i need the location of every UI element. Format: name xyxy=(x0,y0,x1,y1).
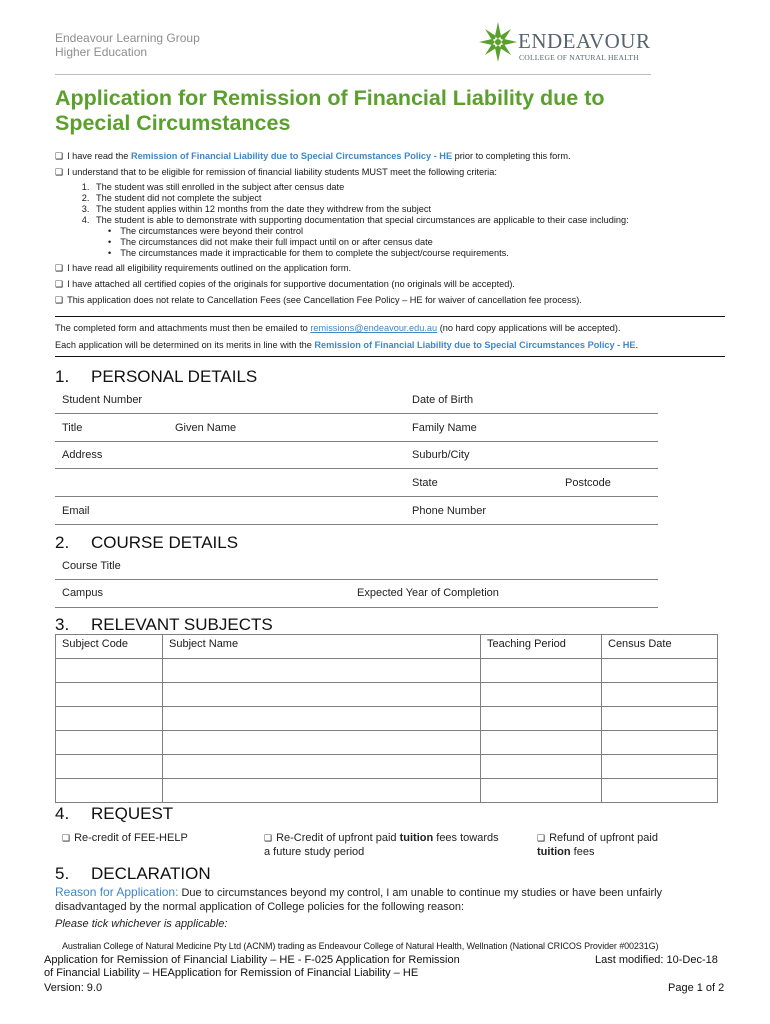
note-line-1 xyxy=(55,323,725,334)
divider xyxy=(55,496,658,497)
reason-text: Due to circumstances beyond my control, I am unable to continue my studies or have been unfairly disadvantaged by the normal application of College policies for the following reason: xyxy=(55,887,663,913)
footer-doc-title xyxy=(44,954,514,980)
table-cell[interactable] xyxy=(163,683,481,707)
section-number: 5. xyxy=(55,864,70,883)
footer-doc-line: of Financial Liability – HEApplication for Remission of Financial Liability – HE xyxy=(44,967,419,979)
table-cell[interactable] xyxy=(602,707,718,731)
checklist-text: prior to completing this form. xyxy=(452,151,571,161)
section-number: 1. xyxy=(55,367,70,386)
table-cell[interactable] xyxy=(56,755,163,779)
sub-criteria-item: • The circumstances were beyond their control xyxy=(116,226,735,237)
table-cell[interactable] xyxy=(56,659,163,683)
table-cell[interactable] xyxy=(481,779,602,803)
option-label: Re-Credit of upfront paid xyxy=(276,832,400,844)
checkbox-icon[interactable]: ❑ xyxy=(55,296,64,306)
checkbox-icon[interactable]: ❑ xyxy=(55,280,64,290)
table-cell[interactable] xyxy=(602,731,718,755)
criteria-item: 2. The student did not complete the subject xyxy=(92,193,735,204)
section-title: RELEVANT SUBJECTS xyxy=(91,615,273,634)
table-cell[interactable] xyxy=(56,779,163,803)
table-cell[interactable] xyxy=(163,707,481,731)
table-cell[interactable] xyxy=(163,731,481,755)
checklist-text: I have attached all certified copies of the originals for supportive documentation (no originals will be accepted). xyxy=(67,279,515,289)
logo-wordmark: ENDEAVOUR xyxy=(518,29,651,53)
table-cell[interactable] xyxy=(163,755,481,779)
divider xyxy=(55,524,658,525)
divider xyxy=(55,441,658,442)
header-divider xyxy=(55,74,651,75)
table-row xyxy=(56,707,718,731)
section-title: COURSE DETAILS xyxy=(91,533,239,552)
page-title: Application for Remission of Financial Liability due to Special Circumstances xyxy=(55,86,605,135)
given-name-field[interactable]: Given Name xyxy=(175,422,237,434)
org-line-1: Endeavour Learning Group xyxy=(55,31,200,45)
note-text: Each application will be determined on its merits in line with the xyxy=(55,340,315,350)
table-cell[interactable] xyxy=(481,731,602,755)
section-title: DECLARATION xyxy=(91,864,211,883)
section-number: 2. xyxy=(55,533,70,552)
table-cell[interactable] xyxy=(163,659,481,683)
option-label: fees towards xyxy=(433,832,499,844)
divider xyxy=(55,607,658,608)
phone-field[interactable]: Phone Number xyxy=(412,505,486,517)
option-label-bold: tuition xyxy=(537,846,571,858)
checklist-item-documents xyxy=(55,279,735,291)
org-line-2: Higher Education xyxy=(55,45,148,59)
note-line-2 xyxy=(55,340,725,351)
section-number: 4. xyxy=(55,804,70,823)
column-header: Subject Name xyxy=(163,635,481,659)
table-cell[interactable] xyxy=(56,683,163,707)
checkbox-icon[interactable]: ❑ xyxy=(55,264,64,274)
eligibility-checklist xyxy=(55,151,735,307)
option-label-bold: tuition xyxy=(399,832,434,844)
suburb-field[interactable]: Suburb/City xyxy=(412,449,470,461)
student-number-field[interactable]: Student Number xyxy=(62,394,143,406)
last-modified: Last modified: 10-Dec-18 xyxy=(595,954,718,966)
table-cell[interactable] xyxy=(163,779,481,803)
checkbox-icon[interactable]: ❑ xyxy=(62,834,71,844)
criteria-list xyxy=(55,182,735,259)
section-title: REQUEST xyxy=(91,804,174,823)
email-link[interactable]: remissions@endeavour.edu.au xyxy=(310,323,438,333)
checklist-item-policy xyxy=(55,151,735,163)
table-header-row xyxy=(56,635,718,659)
criteria-item: 1. The student was still enrolled in the subject after census date xyxy=(92,182,735,193)
checkbox-icon[interactable]: ❑ xyxy=(264,834,273,844)
option-label: a future study period xyxy=(264,846,365,858)
checklist-item-requirements xyxy=(55,263,735,275)
note-text: . xyxy=(635,340,639,350)
note-text: (no hard copy applications will be accepted). xyxy=(437,323,621,333)
college-logo xyxy=(478,20,658,64)
email-field[interactable]: Email xyxy=(62,505,90,517)
title-field[interactable]: Title xyxy=(62,422,83,434)
column-header: Teaching Period xyxy=(481,635,602,659)
option-label: Refund of upfront paid xyxy=(549,832,658,844)
section-3-heading xyxy=(55,615,273,635)
section-title: PERSONAL DETAILS xyxy=(91,367,258,386)
divider xyxy=(55,579,658,580)
version: Version: 9.0 xyxy=(44,982,103,994)
subjects-table xyxy=(55,634,718,803)
reason-paragraph xyxy=(55,885,725,914)
campus-field[interactable]: Campus xyxy=(62,587,103,599)
table-row xyxy=(56,683,718,707)
section-4-heading xyxy=(55,804,173,824)
section-5-heading xyxy=(55,864,211,884)
reason-label: Reason for Application: xyxy=(55,885,179,899)
policy-link[interactable]: Remission of Financial Liability due to Special Circumstances Policy - HE xyxy=(314,340,636,350)
table-cell[interactable] xyxy=(56,707,163,731)
table-cell[interactable] xyxy=(602,779,718,803)
logo-subtitle: COLLEGE OF NATURAL HEALTH xyxy=(519,53,639,62)
table-cell[interactable] xyxy=(602,755,718,779)
checklist-text: I have read all eligibility requirements outlined on the application form. xyxy=(67,263,352,273)
section-2-heading xyxy=(55,533,238,553)
criteria-text: The student is able to demonstrate with supporting documentation that special circumstances are applicable to their case including: xyxy=(96,215,629,225)
submission-note xyxy=(55,316,725,357)
criteria-item: 3. The student applies within 12 months from the date they withdrew from the subject xyxy=(92,204,735,215)
legal-notice: Australian College of Natural Medicine Pty Ltd (ACNM) trading as Endeavour College of Natural Health, Wellnation (National CRICOS Provider #00231G) xyxy=(62,941,659,951)
column-header: Census Date xyxy=(602,635,718,659)
request-option-refund[interactable] xyxy=(537,832,697,859)
sub-criteria-item: • The circumstances did not make their full impact until on or after census date xyxy=(116,237,735,248)
address-field[interactable]: Address xyxy=(62,449,103,461)
tick-instruction: Please tick whichever is applicable: xyxy=(55,918,228,930)
note-text: The completed form and attachments must then be emailed to xyxy=(55,323,311,333)
table-cell[interactable] xyxy=(602,659,718,683)
checkbox-icon[interactable]: ❑ xyxy=(537,834,546,844)
checklist-item-cancellation xyxy=(55,295,735,307)
table-cell[interactable] xyxy=(602,683,718,707)
postcode-field[interactable]: Postcode xyxy=(565,477,611,489)
course-title-field[interactable]: Course Title xyxy=(62,560,121,572)
policy-link[interactable]: Remission of Financial Liability due to Special Circumstances Policy - HE xyxy=(130,151,453,161)
state-field[interactable]: State xyxy=(412,477,438,489)
sub-criteria-item: • The circumstances made it impracticable for them to complete the subject/course requirements. xyxy=(116,248,735,259)
checklist-text: I understand that to be eligible for remission of financial liability students MUST meet the following criteria: xyxy=(67,167,497,177)
section-number: 3. xyxy=(55,615,70,634)
option-label: fees xyxy=(570,846,595,858)
table-cell[interactable] xyxy=(481,707,602,731)
family-name-field[interactable]: Family Name xyxy=(412,422,477,434)
table-cell[interactable] xyxy=(56,731,163,755)
expected-year-field[interactable]: Expected Year of Completion xyxy=(357,587,499,599)
checklist-text: This application does not relate to Cancellation Fees (see Cancellation Fee Policy – HE for waiver of cancellation fee process). xyxy=(67,295,582,305)
checklist-text: I have read the xyxy=(67,151,131,161)
sub-criteria-list xyxy=(96,226,735,259)
criteria-item xyxy=(92,215,735,259)
request-option-fee-help[interactable] xyxy=(62,832,188,846)
table-row xyxy=(56,659,718,683)
footer-doc-line: Application for Remission of Financial Liability – HE - F-025 Application for Remission xyxy=(44,954,460,966)
leaf-star-icon xyxy=(478,20,518,64)
page-number: Page 1 of 2 xyxy=(668,982,725,994)
checklist-item-criteria xyxy=(55,167,735,179)
table-row xyxy=(56,731,718,755)
dob-field[interactable]: Date of Birth xyxy=(412,394,474,406)
org-name xyxy=(55,31,200,59)
divider xyxy=(55,413,658,414)
column-header: Subject Code xyxy=(56,635,163,659)
table-cell[interactable] xyxy=(481,659,602,683)
table-cell[interactable] xyxy=(481,683,602,707)
checkbox-icon[interactable]: ❑ xyxy=(55,152,64,162)
table-cell[interactable] xyxy=(481,755,602,779)
checkbox-icon[interactable]: ❑ xyxy=(55,168,64,178)
table-row xyxy=(56,755,718,779)
divider xyxy=(55,468,658,469)
section-1-heading xyxy=(55,367,257,387)
option-label: Re-credit of FEE-HELP xyxy=(74,832,188,844)
table-row xyxy=(56,779,718,803)
request-option-recredit[interactable] xyxy=(264,832,529,859)
